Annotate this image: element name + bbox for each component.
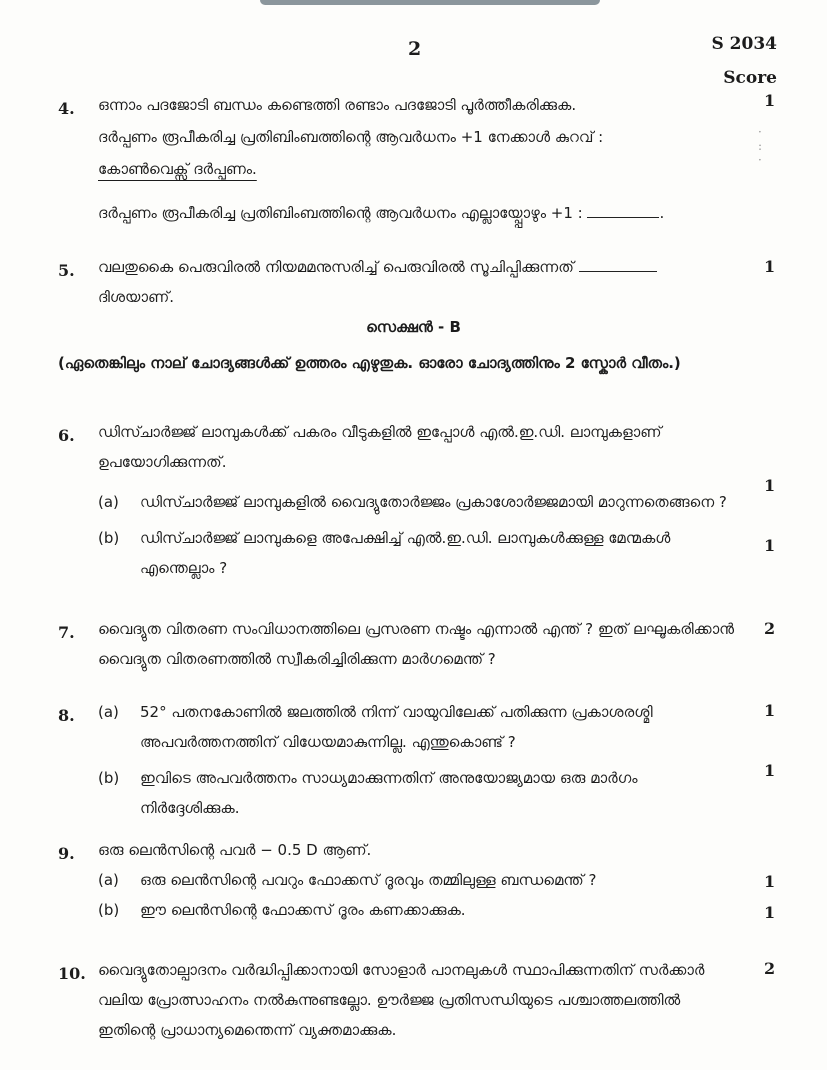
question-text: ഡിസ്ചാർജ്ജ് ലാമ്പുകൾക്ക് പകരം വീടുകളിൽ ഇപ്പോൾ എൽ.ഇ.ഡി. ലാമ്പുകളാണ് ഉപയോഗിക്കുന്നത്. bbox=[98, 423, 662, 471]
sub-label: (b) bbox=[98, 769, 120, 787]
mark-9b: 1 bbox=[764, 903, 776, 922]
section-instructions: (ഏതെങ്കിലും നാല് ചോദ്യങ്ങൾക്ക് ഉത്തരം എഴുതുക. ഓരോ ചോദ്യത്തിനും 2 സ്കോർ വീതം.) bbox=[58, 354, 681, 372]
question-number: 9. bbox=[58, 844, 75, 863]
question-number: 7. bbox=[58, 623, 75, 642]
subquestion-a bbox=[98, 697, 738, 757]
sub-label: (a) bbox=[98, 493, 119, 511]
question-9 bbox=[58, 835, 738, 925]
mark-9a: 1 bbox=[764, 872, 776, 891]
question-number: 10. bbox=[58, 964, 86, 983]
scan-specks: · : · bbox=[758, 125, 763, 167]
question-7 bbox=[58, 614, 738, 674]
mark-8a: 1 bbox=[764, 701, 776, 720]
paper-code: S 2034 bbox=[711, 34, 777, 54]
example-answer: കോൺവെക്സ് ദർപ്പണം. bbox=[98, 160, 257, 178]
sub-label: (b) bbox=[98, 529, 120, 547]
question-number: 4. bbox=[58, 99, 75, 118]
question-text: ഒരു ലെൻസിന്റെ പവർ − 0.5 D ആണ്. bbox=[98, 841, 372, 859]
subquestion-b bbox=[98, 895, 738, 925]
sub-text: ഒരു ലെൻസിന്റെ പവറും ഫോക്കസ് ദൂരവും തമ്മിലുള്ള ബന്ധമെന്ത് ? bbox=[140, 871, 597, 889]
subquestion-a bbox=[98, 487, 738, 517]
mark-4: 1 bbox=[764, 91, 776, 110]
question-10 bbox=[58, 955, 738, 1045]
answer-blank bbox=[587, 205, 659, 218]
page-number: 2 bbox=[408, 38, 422, 60]
question-4: 4. ഒന്നാം പദജോടി ബന്ധം കണ്ടെത്തി രണ്ടാം പദജോടി പൂർത്തീകരിക്കുക. ദർപ്പണം രൂപീകരിച്ച പ്രതിബിംബത്തിന്റെ ആവർധനം +1 നേക്കാൾ കുറവ് : കോൺവെക്സ് ദർപ്പണം. ദർപ്പണം രൂപീകരിച്ച പ്രതിബിംബത്തിന്റെ ആവർധനം എല്ലായ്പ്പോഴും +1 : . bbox=[58, 90, 738, 228]
sub-label: (a) bbox=[98, 871, 119, 889]
question-text: വൈദ്യുതോല്പാദനം വർദ്ധിപ്പിക്കാനായി സോളാർ പാനലുകൾ സ്ഥാപിക്കുന്നതിന് സർക്കാർ വലിയ പ്രോത്സാഹനം നൽകുന്നുണ്ടല്ലോ. ഊർജ്ജ പ്രതിസന്ധിയുടെ പശ്ചാത്തലത്തിൽ ഇതിന്റെ പ്രാധാന്യമെന്തെന്ന് വ്യക്തമാക്കുക. bbox=[98, 961, 705, 1039]
mark-6b: 1 bbox=[764, 536, 776, 555]
sub-text: ഡിസ്ചാർജ്ജ് ലാമ്പുകളെ അപേക്ഷിച്ച് എൽ.ഇ.ഡി. ലാമ്പുകൾക്കുള്ള മേന്മകൾ എന്തെല്ലാം ? bbox=[140, 529, 671, 577]
question-number: 6. bbox=[58, 426, 75, 445]
sub-text: 52° പതനകോണിൽ ജലത്തിൽ നിന്ന് വായുവിലേക്ക് പതിക്കുന്ന പ്രകാശരശ്മി അപവർത്തനത്തിന് വിധേയമാകുന്നില്ല. എന്തുകൊണ്ട് ? bbox=[140, 703, 653, 751]
question-6 bbox=[58, 417, 738, 583]
sub-label: (a) bbox=[98, 703, 119, 721]
mark-5: 1 bbox=[764, 257, 776, 276]
scan-edge bbox=[260, 0, 600, 5]
subquestion-b bbox=[98, 523, 738, 583]
mark-6a: 1 bbox=[764, 476, 776, 495]
section-title: സെക്ഷൻ - B bbox=[366, 318, 461, 336]
score-header: Score bbox=[723, 68, 777, 88]
subquestion-a bbox=[98, 865, 738, 895]
question-text-2: ദർപ്പണം രൂപീകരിച്ച പ്രതിബിംബത്തിന്റെ ആവർധനം +1 നേക്കാൾ കുറവ് : bbox=[98, 128, 604, 146]
sub-text: ഡിസ്ചാർജ്ജ് ലാമ്പുകളിൽ വൈദ്യുതോർജ്ജം പ്രകാശോർജ്ജമായി മാറുന്നതെങ്ങനെ ? bbox=[140, 493, 727, 511]
question-text: ഒന്നാം പദജോടി ബന്ധം കണ്ടെത്തി രണ്ടാം പദജോടി പൂർത്തീകരിക്കുക. bbox=[98, 96, 577, 114]
mark-7: 2 bbox=[764, 619, 776, 638]
sub-text: ഈ ലെൻസിന്റെ ഫോക്കസ് ദൂരം കണക്കാക്കുക. bbox=[140, 901, 466, 919]
sub-label: (b) bbox=[98, 901, 120, 919]
subquestion-b bbox=[98, 763, 738, 823]
answer-blank bbox=[579, 259, 657, 272]
question-text: വലതുകൈ പെരുവിരൽ നിയമമനുസരിച്ച് പെരുവിരൽ സൂചിപ്പിക്കുന്നത് bbox=[98, 258, 574, 276]
mark-8b: 1 bbox=[764, 761, 776, 780]
question-number: 5. bbox=[58, 261, 75, 280]
question-number: 8. bbox=[58, 706, 75, 725]
question-text: വൈദ്യുത വിതരണ സംവിധാനത്തിലെ പ്രസരണ നഷ്ടം എന്നാൽ എന്ത് ? ഇത് ലഘൂകരിക്കാൻ വൈദ്യുത വിതരണത്തിൽ സ്വീകരിച്ചിരിക്കുന്ന മാർഗമെന്ത് ? bbox=[98, 620, 735, 668]
question-text-2: ദിശയാണ്. bbox=[98, 288, 174, 306]
mark-10: 2 bbox=[764, 959, 776, 978]
sub-text: ഇവിടെ അപവർത്തനം സാധ്യമാക്കുന്നതിന് അനുയോജ്യമായ ഒരു മാർഗം നിർദ്ദേശിക്കുക. bbox=[140, 769, 638, 817]
question-8 bbox=[58, 697, 738, 823]
question-5 bbox=[58, 252, 738, 312]
question-text-4: ദർപ്പണം രൂപീകരിച്ച പ്രതിബിംബത്തിന്റെ ആവർധനം എല്ലായ്പ്പോഴും +1 : bbox=[98, 204, 583, 222]
